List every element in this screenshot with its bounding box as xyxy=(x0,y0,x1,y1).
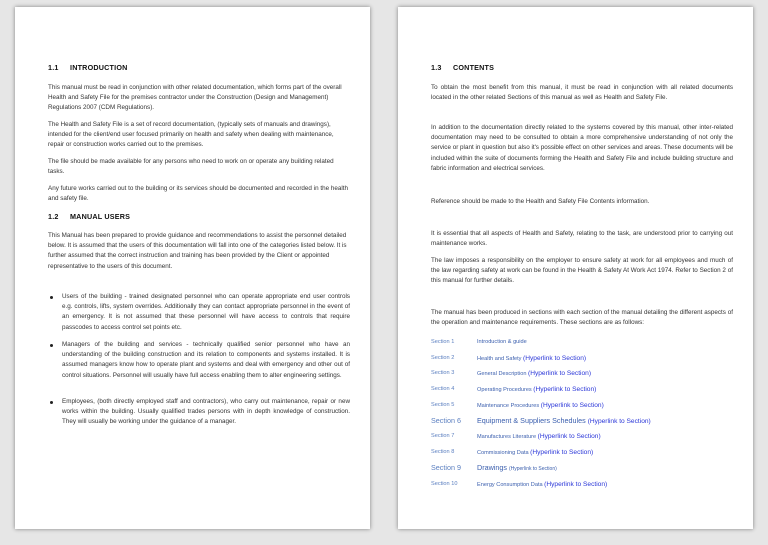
paragraph: To obtain the most benefit from this manual, it must be read in conjunction with all related documents located in the other related Sections of this manual as well as Health and Safety File. xyxy=(431,84,733,102)
heading-title: MANUAL USERS xyxy=(70,212,131,221)
section-hyperlink[interactable]: (Hyperlink to Section) xyxy=(508,466,557,472)
paragraph: In addition to the documentation directly related to the systems covered by this manual, other inter-related documentation may need to be consulted to obtain a more comprehensive understanding of not only the service or plant in question but also it's possible effect on other services and areas. These documents will be included within the suite of documents forming the Health and Safety File and include building structure and fabric information and electrical services. xyxy=(431,124,733,172)
document-page-left xyxy=(15,7,370,529)
list-item xyxy=(48,397,350,428)
heading-manual-users xyxy=(48,212,130,221)
list-item-text: Managers of the building and services - technically qualified senior personnel who have an understanding of the building construction and its relation to components and systems installed. It is assumed managers know how to operate plant and systems and deal with emergency and other out of control situations. Personnel will usually have full access enabling them to alter engineering settings. xyxy=(62,341,350,379)
section-label: Section 2 xyxy=(431,355,455,361)
paragraph: This Manual has been prepared to provide guidance and recommendations to assist the personnel detailed below. It is assumed that the users of this documentation will fall into one of the categories listed below. It is further assumed that the correct instruction and training has been provided by the Client or appointed representative to the users of this document. xyxy=(48,232,347,270)
section-title: Operating Procedures xyxy=(477,387,532,393)
section-hyperlink[interactable]: (Hyperlink to Section) xyxy=(540,402,604,409)
section-title: Energy Consumption Data xyxy=(477,482,543,488)
heading-number: 1.3 xyxy=(431,63,442,72)
paragraph: Reference should be made to the Health and Safety File Contents information. xyxy=(431,198,650,205)
section-hyperlink[interactable]: (Hyperlink to Section) xyxy=(587,418,651,425)
list-item xyxy=(48,292,350,333)
paragraph: This manual must be read in conjunction with other related documentation, which forms part of the overall Health and Safety File for the premises contractor under the Construction (Design and Management) Regulations 2007 (CDM Regulations). xyxy=(48,84,342,112)
section-label: Section 5 xyxy=(431,402,455,408)
bullet-icon xyxy=(50,401,53,404)
heading-introduction xyxy=(48,63,128,72)
section-label: Section 3 xyxy=(431,370,455,376)
list-item xyxy=(48,340,350,381)
section-label: Section 4 xyxy=(431,386,455,392)
section-title: General Description xyxy=(477,371,527,377)
bullet-icon xyxy=(50,344,53,347)
section-hyperlink[interactable]: (Hyperlink to Section) xyxy=(528,370,592,377)
heading-title: CONTENTS xyxy=(453,63,495,72)
paragraph: Any future works carried out to the building or its services should be documented and recorded in the health and safety file. xyxy=(48,185,348,203)
section-title: Maintenance Procedures xyxy=(477,403,540,409)
document-page-right xyxy=(398,7,753,529)
section-label: Section 9 xyxy=(431,463,461,472)
heading-number: 1.1 xyxy=(48,63,59,72)
section-hyperlink[interactable]: (Hyperlink to Section) xyxy=(533,386,597,393)
section-title: Health and Safety xyxy=(477,356,522,362)
section-label: Section 10 xyxy=(431,481,458,487)
section-hyperlink[interactable]: (Hyperlink to Section) xyxy=(523,355,587,362)
section-title: Equipment & Suppliers Schedules xyxy=(477,416,586,425)
list-item-text: Employees, (both directly employed staff and contractors), who carry out maintenance, repair or new works within the building. Usually qualified trades persons with in depth knowledge of construction. They will usually be working under the guidance of a manager. xyxy=(62,398,350,426)
section-hyperlink[interactable]: (Hyperlink to Section) xyxy=(537,433,601,440)
paragraph: The law imposes a responsibility on the employer to ensure safety at work for all employees and much of the law regarding safety at work can be found in the Health & Safety At Work Act 1974. Refer to Section 2 of this manual for further details. xyxy=(431,257,733,285)
list-item-text: Users of the building - trained designated personnel who can operate appropriate end user controls e.g. controls, lifts, system overrides. Additionally they can contact appropriate personnel in the event of an emergency. It is not assumed that these personnel will have access to controls that require passcodes to access control set points etc. xyxy=(62,293,350,331)
paragraph: The manual has been produced in sections with each section of the manual detailing the different aspects of the operation and maintenance requirements. These sections are as follows: xyxy=(431,309,733,327)
section-title: Manufactures Literature xyxy=(477,434,537,440)
section-hyperlink[interactable]: (Hyperlink to Section) xyxy=(530,449,594,456)
section-label: Section 7 xyxy=(431,433,455,439)
section-title: Commissioning Data xyxy=(477,450,529,456)
heading-contents xyxy=(431,63,494,72)
section-title: Drawings xyxy=(477,463,507,472)
paragraph: It is essential that all aspects of Health and Safety, relating to the task, are understood prior to carrying out maintenance works. xyxy=(431,230,733,248)
paragraph: The Health and Safety File is a set of record documentation, (typically sets of manuals and drawings), intended for the client/end user focused primarily on health and safety when dealing with maintenance, repair or construction works carried out to the premises. xyxy=(48,121,334,149)
section-hyperlink[interactable]: (Hyperlink to Section) xyxy=(544,481,608,488)
section-label: Section 1 xyxy=(431,339,455,345)
section-label: Section 8 xyxy=(431,449,455,455)
paragraph: The file should be made available for any persons who need to work on or operate any building related tasks. xyxy=(48,158,334,176)
bullet-icon xyxy=(50,296,53,299)
heading-title: INTRODUCTION xyxy=(70,63,128,72)
section-label: Section 6 xyxy=(431,416,461,425)
section-title: Introduction & guide xyxy=(477,339,527,345)
heading-number: 1.2 xyxy=(48,212,59,221)
